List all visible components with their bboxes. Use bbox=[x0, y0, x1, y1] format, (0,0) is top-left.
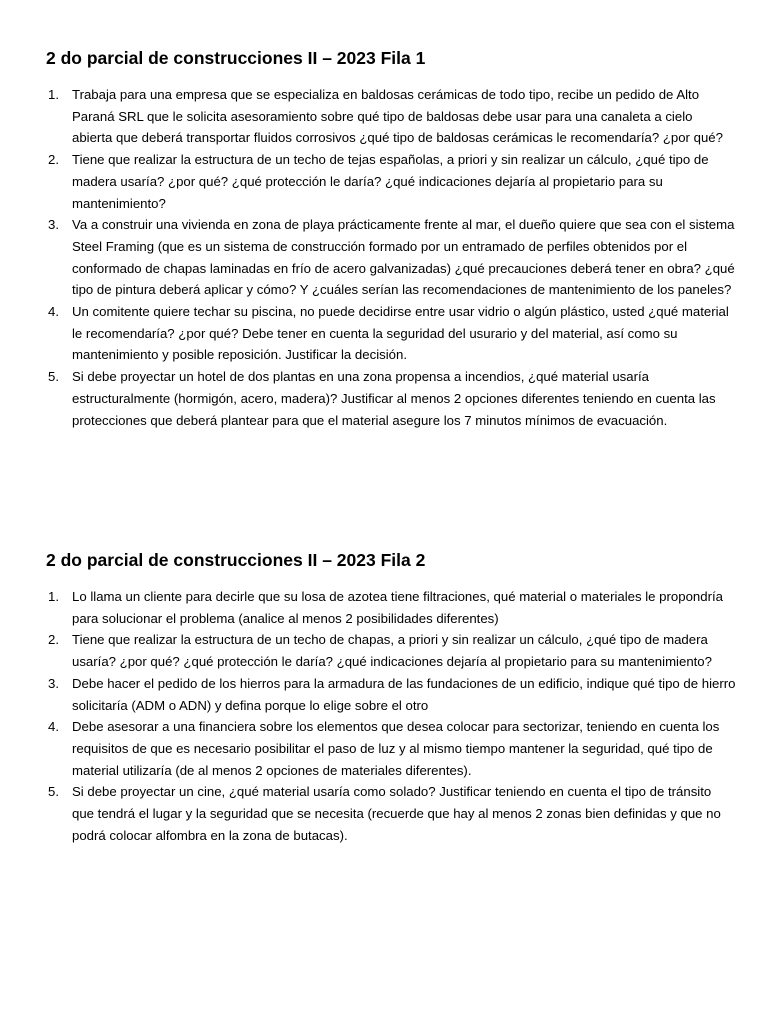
question-number: 5. bbox=[48, 369, 59, 385]
exam-fila-1 bbox=[46, 46, 736, 431]
question-item bbox=[46, 586, 736, 629]
question-text: Debe asesorar a una financiera sobre los elementos que desea colocar para sectorizar, teniendo en cuenta los requisitos de que es necesario posibilitar el paso de luz y al mismo tiempo mantener la seguridad, qué tipo de material utilizaría (de al menos 2 opciones de materiales diferentes). bbox=[72, 719, 720, 778]
exam-fila-2 bbox=[46, 548, 736, 846]
question-item bbox=[46, 781, 736, 846]
exam-title: 2 do parcial de construcciones II – 2023 Fila 1 bbox=[46, 48, 426, 68]
question-text: Tiene que realizar la estructura de un techo de tejas españolas, a priori y sin realizar un cálculo, ¿qué tipo de madera usaría? ¿por qué? ¿qué protección le daría? ¿qué indicaciones dejaría al propietario para su mantenimiento? bbox=[72, 152, 709, 211]
question-number: 5. bbox=[48, 784, 59, 800]
question-text: Tiene que realizar la estructura de un techo de chapas, a priori y sin realizar un cálculo, ¿qué tipo de madera usaría? ¿por qué? ¿qué protección le daría? ¿qué indicaciones dejaría al propietario para su mantenimiento? bbox=[72, 632, 712, 670]
question-item bbox=[46, 366, 736, 431]
question-text: Si debe proyectar un cine, ¿qué material usaría como solado? Justificar teniendo en cuenta el tipo de tránsito que tendrá el lugar y la seguridad que se necesita (recuerde que hay al menos 2 zonas bien definidas y que no podrá colocar alfombra en la zona de butacas). bbox=[72, 784, 721, 843]
question-item bbox=[46, 673, 736, 716]
question-text: Un comitente quiere techar su piscina, no puede decidirse entre usar vidrio o algún plástico, usted ¿qué material le recomendaría? ¿por qué? Debe tener en cuenta la seguridad del usurario y del material, así como su mantenimiento y posible reposición. Justificar la decisión. bbox=[72, 304, 729, 363]
question-number: 4. bbox=[48, 719, 59, 735]
question-number: 3. bbox=[48, 217, 59, 233]
question-item bbox=[46, 716, 736, 781]
question-text: Si debe proyectar un hotel de dos plantas en una zona propensa a incendios, ¿qué material usaría estructuralmente (hormigón, acero, madera)? Justificar al menos 2 opciones diferentes teniendo en cuenta las protecciones que deberá plantear para que el material asegure los 7 minutos mínimos de evacuación. bbox=[72, 369, 716, 428]
question-item bbox=[46, 149, 736, 214]
question-item bbox=[46, 84, 736, 149]
question-number: 3. bbox=[48, 675, 59, 691]
question-list bbox=[46, 84, 736, 431]
question-item bbox=[46, 301, 736, 366]
question-number: 2. bbox=[48, 152, 59, 168]
question-text: Debe hacer el pedido de los hierros para la armadura de las fundaciones de un edificio, indique qué tipo de hierro solicitaría (ADM o ADN) y defina porque lo elige sobre el otro bbox=[72, 675, 736, 713]
question-text: Trabaja para una empresa que se especializa en baldosas cerámicas de todo tipo, recibe un pedido de Alto Paraná SRL que le solicita asesoramiento sobre qué tipo de baldosas debe usar para una canaleta a cielo abierta que deberá transportar fluidos corrosivos ¿qué tipo de baldosas cerámicas le recomendaría? ¿por qué? bbox=[72, 87, 723, 146]
question-text: Va a construir una vivienda en zona de playa prácticamente frente al mar, el dueño quiere que sea con el sistema Steel Framing (que es un sistema de construcción formado por un entramado de perfiles obtenidos por el conformado de chapas laminadas en frío de acero galvanizadas) ¿qué precauciones deberá tener en obra? ¿qué tipo de pintura deberá aplicar y cómo? Y ¿cuáles serían las recomendaciones de mantenimiento de los paneles? bbox=[72, 217, 735, 298]
question-item bbox=[46, 214, 736, 301]
question-number: 4. bbox=[48, 304, 59, 320]
question-number: 2. bbox=[48, 632, 59, 648]
exam-title: 2 do parcial de construcciones II – 2023 Fila 2 bbox=[46, 550, 426, 570]
question-number: 1. bbox=[48, 589, 59, 604]
question-text: Lo llama un cliente para decirle que su losa de azotea tiene filtraciones, qué material o materiales le propondría para solucionar el problema (analice al menos 2 posibilidades diferentes) bbox=[72, 589, 723, 626]
question-item bbox=[46, 629, 736, 672]
question-number: 1. bbox=[48, 87, 59, 102]
question-list bbox=[46, 586, 736, 846]
